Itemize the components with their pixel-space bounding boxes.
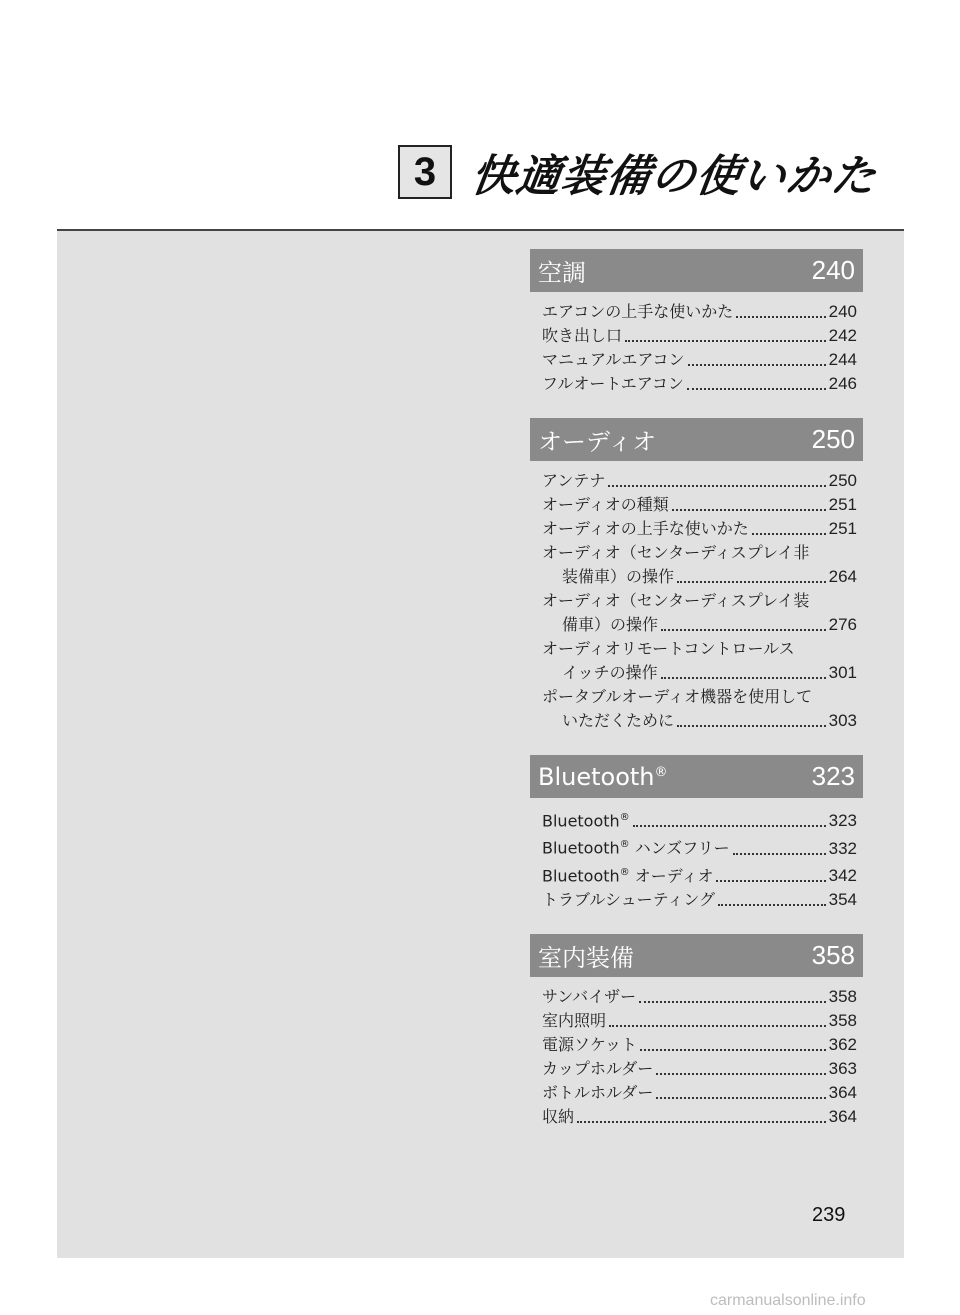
- section-header[interactable]: [530, 934, 863, 977]
- toc-entry[interactable]: [542, 985, 857, 1009]
- leader-dots: [625, 340, 826, 342]
- toc-entry[interactable]: [542, 348, 857, 372]
- toc-section-audio: [530, 418, 863, 733]
- entry-label: 吹き出し口: [542, 326, 623, 345]
- toc-entry[interactable]: [542, 541, 857, 589]
- entry-page: 246: [828, 374, 857, 393]
- toc-entry[interactable]: [542, 589, 857, 637]
- toc-entry[interactable]: [542, 637, 857, 685]
- entry-label: 電源ソケット: [542, 1034, 638, 1054]
- section-page: 358: [811, 939, 855, 970]
- toc-section-interior: [530, 934, 863, 1129]
- section-page: 323: [811, 761, 855, 791]
- leader-dots: [752, 533, 826, 535]
- entry-page: 363: [828, 1058, 857, 1078]
- leader-dots: [736, 316, 825, 318]
- section-header[interactable]: [530, 418, 863, 461]
- leader-dots: [640, 1049, 826, 1051]
- entry-label: フルオートエアコン: [542, 374, 684, 393]
- entry-label: 室内照明: [542, 1010, 607, 1030]
- leader-dots: [656, 1097, 825, 1099]
- entry-page: 244: [828, 350, 857, 369]
- toc-entry[interactable]: [542, 1105, 857, 1129]
- entry-label: カップホルダー: [542, 1058, 654, 1078]
- entry-page: 362: [828, 1034, 857, 1054]
- registered-mark: ®: [619, 812, 630, 823]
- entry-page: 364: [828, 1082, 857, 1102]
- leader-dots: [656, 1073, 825, 1075]
- entry-label: エアコンの上手な使いかた: [542, 302, 734, 321]
- leader-dots: [633, 825, 826, 827]
- watermark: carmanualsonline.info: [710, 1292, 866, 1309]
- leader-dots: [677, 725, 826, 727]
- entry-page: 301: [828, 663, 857, 682]
- entry-page: 358: [828, 986, 857, 1006]
- entry-page: 242: [828, 326, 857, 345]
- entry-page: 250: [828, 471, 857, 490]
- leader-dots: [718, 904, 826, 906]
- entry-label: 収納: [542, 1106, 575, 1126]
- toc-entry[interactable]: [542, 1057, 857, 1081]
- entry-label: マニュアルエアコン: [542, 350, 685, 369]
- toc-entry[interactable]: [542, 469, 857, 493]
- leader-dots: [639, 1001, 826, 1003]
- registered-mark: ®: [619, 839, 630, 851]
- section-title: Bluetooth: [538, 762, 655, 791]
- leader-dots: [677, 581, 826, 583]
- toc-section-bluetooth: [530, 755, 863, 912]
- entry-page: 240: [828, 302, 857, 321]
- entry-page: 251: [828, 519, 857, 538]
- leader-dots: [577, 1121, 826, 1123]
- entry-label-line2: イッチの操作: [562, 663, 658, 682]
- entry-label-line2: 装備車）の操作: [562, 567, 675, 586]
- leader-dots: [688, 364, 826, 366]
- entry-page: 276: [828, 615, 857, 634]
- toc-entry[interactable]: [542, 861, 857, 888]
- chapter-header: [398, 142, 880, 202]
- toc-entry[interactable]: [542, 517, 857, 541]
- entry-page: 332: [828, 838, 857, 858]
- toc-entry[interactable]: [542, 685, 857, 733]
- toc-entry[interactable]: [542, 888, 857, 912]
- entry-page: 323: [828, 811, 857, 831]
- leader-dots: [661, 677, 826, 679]
- entry-page: 303: [828, 711, 857, 730]
- entry-label: Bluetooth: [542, 838, 620, 858]
- chapter-number: 3: [398, 145, 452, 199]
- entry-label-line1: ポータブルオーディオ機器を使用して: [542, 687, 813, 706]
- leader-dots: [716, 880, 825, 882]
- entry-label: アンテナ: [542, 471, 606, 490]
- entry-label-line2: 備車）の操作: [562, 615, 659, 634]
- section-title: 室内装備: [538, 943, 634, 972]
- section-header[interactable]: [530, 249, 863, 292]
- section-title: オーディオ: [538, 428, 657, 456]
- toc-entry[interactable]: [542, 300, 857, 324]
- entry-label: Bluetooth: [542, 865, 620, 885]
- entry-label: トラブルシューティング: [542, 889, 716, 909]
- leader-dots: [609, 1025, 826, 1027]
- entry-label: Bluetooth: [542, 811, 620, 831]
- registered-mark: ®: [654, 764, 668, 780]
- entry-page: 358: [828, 1010, 857, 1030]
- leader-dots: [687, 388, 826, 390]
- leader-dots: [608, 485, 825, 487]
- chapter-title: 快適装備の使いかた: [467, 151, 880, 202]
- entry-page: 264: [828, 567, 857, 586]
- leader-dots: [661, 629, 826, 631]
- entry-label: オーディオの種類: [542, 495, 669, 514]
- registered-mark: ®: [619, 866, 630, 878]
- toc-entry[interactable]: [542, 493, 857, 517]
- toc-entry[interactable]: [542, 324, 857, 348]
- toc-entry[interactable]: [542, 372, 857, 396]
- table-of-contents: [530, 249, 863, 1151]
- page-number: 239: [812, 1204, 846, 1226]
- entry-page: 364: [828, 1106, 857, 1126]
- entry-label-suffix: ハンズフリー: [629, 838, 730, 858]
- entry-page: 354: [828, 889, 857, 909]
- section-page: 240: [811, 255, 855, 285]
- entry-label-line2: いただくために: [562, 711, 675, 730]
- section-page: 250: [811, 424, 855, 454]
- toc-entry[interactable]: [542, 833, 857, 860]
- leader-dots: [672, 509, 826, 511]
- entry-page: 251: [828, 495, 857, 514]
- leader-dots: [733, 853, 826, 855]
- toc-entry[interactable]: [542, 806, 857, 833]
- toc-entry[interactable]: [542, 1033, 857, 1057]
- entry-label: ボトルホルダー: [542, 1082, 654, 1102]
- toc-entry[interactable]: [542, 1081, 857, 1105]
- toc-section-air-conditioning: [530, 249, 863, 396]
- entry-page: 342: [828, 865, 857, 885]
- section-title: 空調: [538, 259, 586, 287]
- entry-label: サンバイザー: [542, 986, 637, 1006]
- entry-label-suffix: オーディオ: [629, 865, 714, 885]
- entry-label-line1: オーディオ（センターディスプレイ非: [542, 543, 810, 562]
- toc-entry[interactable]: [542, 1009, 857, 1033]
- section-header[interactable]: [530, 755, 863, 798]
- entry-label-line1: オーディオ（センターディスプレイ装: [542, 591, 810, 610]
- entry-label: オーディオの上手な使いかた: [542, 519, 749, 538]
- entry-label-line1: オーディオリモートコントロールス: [542, 639, 795, 658]
